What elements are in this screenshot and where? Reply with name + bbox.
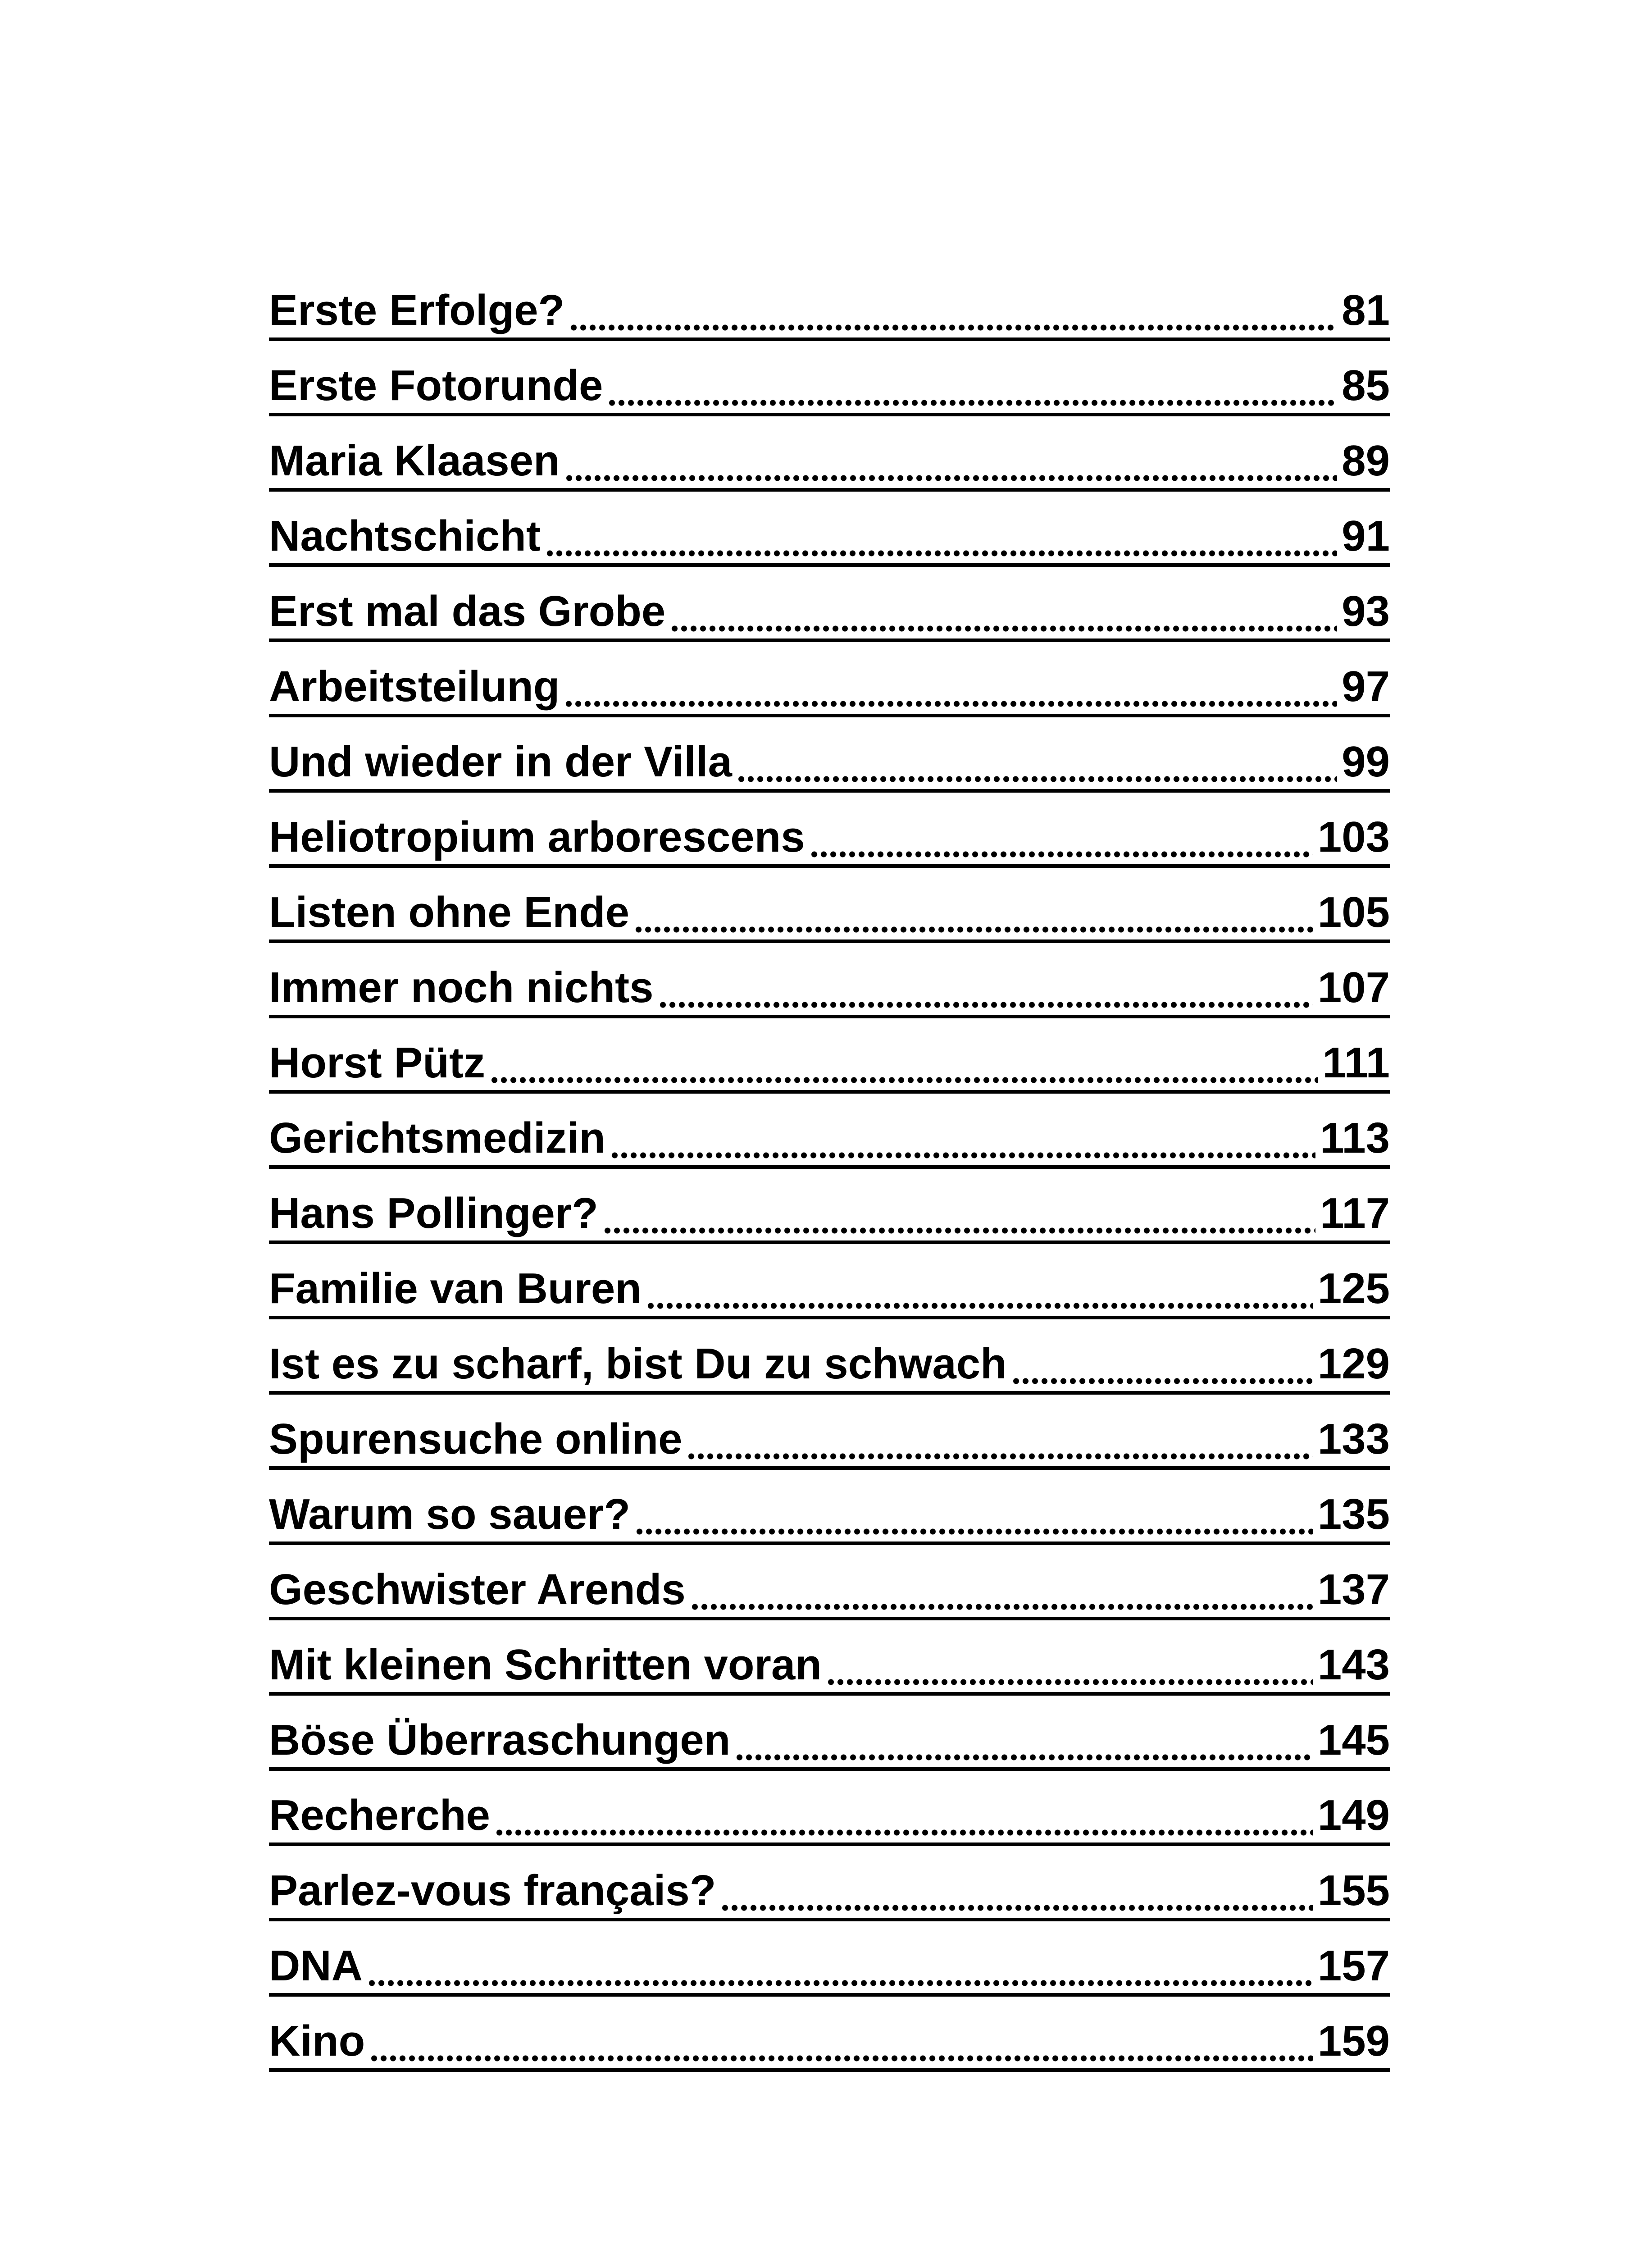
toc-entry-title: Kino xyxy=(269,2017,365,2065)
toc-entry-title: Mit kleinen Schritten voran xyxy=(269,1641,822,1689)
toc-entry-title: Spurensuche online xyxy=(269,1415,683,1463)
toc-entry-page-number: 129 xyxy=(1317,1340,1390,1388)
toc-entry-title: Erste Fotorunde xyxy=(269,361,603,410)
toc-entry-link[interactable] xyxy=(269,1169,1390,1244)
dot-leader xyxy=(735,1753,1313,1762)
toc-entry-title: Heliotropium arborescens xyxy=(269,813,805,861)
toc-entry-title: Hans Pollinger? xyxy=(269,1189,598,1237)
dot-leader xyxy=(495,1828,1313,1837)
toc-entry-link[interactable] xyxy=(269,1846,1390,1921)
toc-entry-link[interactable] xyxy=(269,1620,1390,1696)
toc-entry-page-number: 145 xyxy=(1317,1716,1390,1764)
dot-leader xyxy=(634,925,1313,934)
dot-leader xyxy=(687,1452,1313,1461)
toc-entry-title: Arbeitsteilung xyxy=(269,662,560,711)
toc-entry-page-number: 133 xyxy=(1317,1415,1390,1463)
toc-entry-page-number: 157 xyxy=(1317,1942,1390,1990)
toc-entry-page-number: 159 xyxy=(1317,2017,1390,2065)
dot-leader xyxy=(826,1678,1313,1687)
toc-entry-link[interactable] xyxy=(269,567,1390,642)
toc-entry-title: Listen ohne Ende xyxy=(269,888,630,936)
dot-leader xyxy=(607,398,1337,407)
toc-entry-title: Horst Pütz xyxy=(269,1039,485,1087)
toc-entry-page-number: 89 xyxy=(1342,437,1390,485)
toc-entry-link[interactable] xyxy=(269,1094,1390,1169)
dot-leader xyxy=(610,1151,1315,1160)
dot-leader xyxy=(1011,1377,1313,1386)
toc-entry-page-number: 103 xyxy=(1317,813,1390,861)
toc-entry-page-number: 137 xyxy=(1317,1565,1390,1614)
toc-entry-title: Geschwister Arends xyxy=(269,1565,686,1614)
toc-entry-page-number: 143 xyxy=(1317,1641,1390,1689)
toc-entry-link[interactable] xyxy=(269,642,1390,717)
dot-leader xyxy=(369,2054,1313,2063)
toc-entry-title: Ist es zu scharf, bist Du zu schwach xyxy=(269,1340,1007,1388)
dot-leader xyxy=(564,699,1337,708)
dot-leader xyxy=(690,1602,1313,1611)
toc-entry-link[interactable] xyxy=(269,868,1390,943)
toc-entry-title: Familie van Buren xyxy=(269,1264,642,1313)
toc-entry-page-number: 105 xyxy=(1317,888,1390,936)
toc-entry-title: Recherche xyxy=(269,1791,490,1839)
toc-entry-link[interactable] xyxy=(269,1771,1390,1846)
toc-entry-title: Maria Klaasen xyxy=(269,437,560,485)
dot-leader xyxy=(490,1076,1318,1085)
toc-entry-page-number: 81 xyxy=(1342,286,1390,334)
dot-leader xyxy=(658,1000,1313,1009)
toc-entry-page-number: 85 xyxy=(1342,361,1390,410)
dot-leader xyxy=(545,549,1337,558)
toc-entry-page-number: 135 xyxy=(1317,1490,1390,1538)
toc-entry-link[interactable] xyxy=(269,943,1390,1018)
dot-leader xyxy=(603,1226,1315,1235)
toc-entry-link[interactable] xyxy=(269,1921,1390,1997)
toc-entry-page-number: 113 xyxy=(1320,1114,1390,1162)
toc-entry-title: Gerichtsmedizin xyxy=(269,1114,605,1162)
toc-entry-link[interactable] xyxy=(269,717,1390,793)
dot-leader xyxy=(635,1527,1313,1536)
toc-entry-title: Und wieder in der Villa xyxy=(269,738,732,786)
toc-entry-title: Erste Erfolge? xyxy=(269,286,565,334)
toc-entry-link[interactable] xyxy=(269,341,1390,416)
toc-entry-title: Böse Überraschungen xyxy=(269,1716,731,1764)
dot-leader xyxy=(810,850,1313,859)
toc-entry-link[interactable] xyxy=(269,492,1390,567)
dot-leader xyxy=(737,775,1337,784)
toc-entry-page-number: 97 xyxy=(1342,662,1390,711)
toc-entry-page-number: 93 xyxy=(1342,587,1390,635)
toc-entry-page-number: 107 xyxy=(1317,963,1390,1012)
toc-entry-title: Erst mal das Grobe xyxy=(269,587,666,635)
dot-leader xyxy=(646,1301,1313,1310)
toc-entry-link[interactable] xyxy=(269,1319,1390,1395)
toc-entry-link[interactable] xyxy=(269,416,1390,492)
dot-leader xyxy=(569,323,1337,332)
toc-entry-link[interactable] xyxy=(269,1244,1390,1319)
toc-entry-page-number: 111 xyxy=(1322,1039,1390,1087)
toc-entry-link[interactable] xyxy=(269,1395,1390,1470)
toc-entry-link[interactable] xyxy=(269,1470,1390,1545)
toc-entry-link[interactable] xyxy=(269,1018,1390,1094)
toc-entry-title: DNA xyxy=(269,1942,363,1990)
toc-entry-page-number: 91 xyxy=(1342,512,1390,560)
toc-entry-link[interactable] xyxy=(269,1696,1390,1771)
dot-leader xyxy=(720,1903,1313,1912)
toc-entry-link[interactable] xyxy=(269,266,1390,341)
toc-entry-page-number: 117 xyxy=(1320,1189,1390,1237)
dot-leader xyxy=(564,474,1338,483)
toc-entry-page-number: 99 xyxy=(1342,738,1390,786)
toc-entry-title: Parlez-vous français? xyxy=(269,1866,716,1915)
toc-entry-page-number: 125 xyxy=(1317,1264,1390,1313)
toc-entry-link[interactable] xyxy=(269,1997,1390,2072)
toc-entry-title: Warum so sauer? xyxy=(269,1490,630,1538)
table-of-contents xyxy=(269,266,1390,2072)
toc-entry-link[interactable] xyxy=(269,793,1390,868)
dot-leader xyxy=(367,1979,1313,1988)
toc-entry-page-number: 155 xyxy=(1317,1866,1390,1915)
dot-leader xyxy=(670,624,1337,633)
toc-entry-title: Immer noch nichts xyxy=(269,963,654,1012)
toc-entry-page-number: 149 xyxy=(1317,1791,1390,1839)
toc-entry-link[interactable] xyxy=(269,1545,1390,1620)
toc-entry-title: Nachtschicht xyxy=(269,512,541,560)
